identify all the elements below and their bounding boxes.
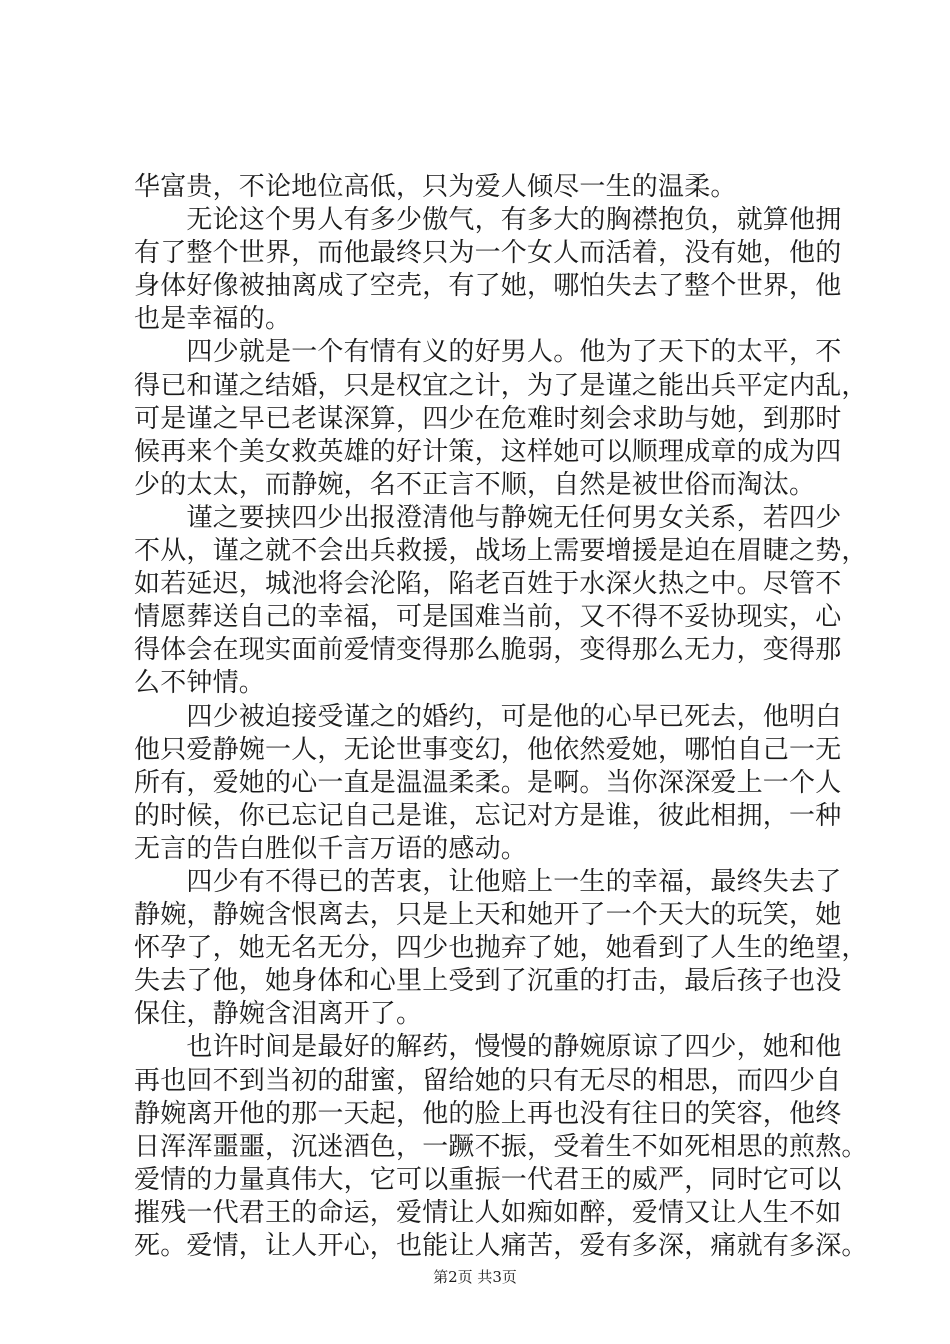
text-line: 情愿葬送自己的幸福，可是国难当前，又不得不妥协现实，心	[134, 602, 842, 633]
text-line: 得体会在现实面前爱情变得那么脆弱，变得那么无力，变得那	[134, 635, 842, 666]
text-line: 可是谨之早已老谋深算，四少在危难时刻会求助与她，到那时	[134, 403, 842, 434]
text-line: 得已和谨之结婚，只是权宜之计，为了是谨之能出兵平定内乱，	[134, 370, 868, 401]
text-line: 也是幸福的。	[134, 304, 292, 335]
text-line: 日浑浑噩噩，沉迷酒色，一蹶不振，受着生不如死相思的煎熬。	[134, 1131, 868, 1162]
text-line: 有了整个世界，而他最终只为一个女人而活着，没有她，他的	[134, 238, 842, 269]
text-line: 无论这个男人有多少傲气，有多大的胸襟抱负，就算他拥	[134, 205, 842, 236]
text-line: 怀孕了，她无名无分，四少也抛弃了她，她看到了人生的绝望，	[134, 933, 868, 964]
text-line: 四少就是一个有情有义的好男人。他为了天下的太平，不	[134, 337, 842, 368]
text-line: 死。爱情，让人开心，也能让人痛苦，爱有多深，痛就有多深。	[134, 1231, 868, 1261]
text-line: 所有，爱她的心一直是温温柔柔。是啊。当你深深爱上一个人	[134, 767, 842, 798]
text-line: 不从，谨之就不会出兵救援，战场上需要增援是迫在眉睫之势，	[134, 536, 868, 567]
page-footer	[0, 1266, 950, 1287]
page-number-label: 第2页 共3页	[433, 1268, 517, 1286]
text-line: 谨之要挟四少出报澄清他与静婉无任何男女关系，若四少	[134, 502, 842, 533]
text-line: 华富贵，不论地位高低，只为爱人倾尽一生的温柔。	[134, 172, 737, 202]
text-line: 无言的告白胜似千言万语的感动。	[134, 833, 528, 864]
text-line: 爱情的力量真伟大，它可以重振一代君王的威严，同时它可以	[134, 1164, 842, 1195]
text-line: 如若延迟，城池将会沦陷，陷老百姓于水深火热之中。尽管不	[134, 569, 842, 600]
text-line: 四少被迫接受谨之的婚约，可是他的心早已死去，他明白	[134, 701, 842, 732]
text-line: 么不钟情。	[134, 668, 266, 699]
text-line: 保住，静婉含泪离开了。	[134, 999, 423, 1030]
text-line: 候再来个美女救英雄的好计策，这样她可以顺理成章的成为四	[134, 436, 842, 467]
text-line: 身体好像被抽离成了空壳，有了她，哪怕失去了整个世界，他	[134, 271, 842, 302]
text-line: 静婉，静婉含恨离去，只是上天和她开了一个天大的玩笑，她	[134, 900, 842, 931]
text-line: 的时候，你已忘记自己是谁，忘记对方是谁，彼此相拥，一种	[134, 800, 842, 831]
text-line: 他只爱静婉一人，无论世事变幻，他依然爱她，哪怕自己一无	[134, 734, 842, 765]
text-line: 摧残一代君王的命运，爱情让人如痴如醉，爱情又让人生不如	[134, 1197, 842, 1228]
text-line: 静婉离开他的那一天起，他的脸上再也没有往日的笑容，他终	[134, 1098, 842, 1129]
text-line: 少的太太，而静婉，名不正言不顺，自然是被世俗而淘汰。	[134, 469, 816, 500]
text-line: 失去了他，她身体和心里上受到了沉重的打击，最后孩子也没	[134, 966, 842, 997]
text-line: 再也回不到当初的甜蜜，留给她的只有无尽的相思，而四少自	[134, 1065, 842, 1096]
document-body	[134, 171, 868, 1263]
text-line: 四少有不得已的苦衷，让他赔上一生的幸福，最终失去了	[134, 866, 842, 897]
text-line: 也许时间是最好的解药，慢慢的静婉原谅了四少，她和他	[134, 1032, 842, 1063]
